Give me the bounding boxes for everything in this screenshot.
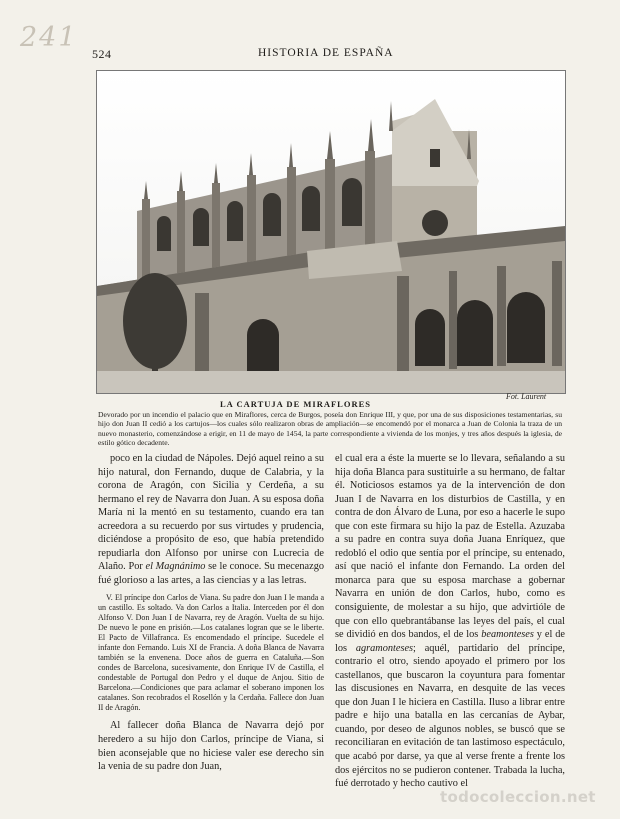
cartuja-photograph: [96, 70, 566, 394]
paragraph-text: ; aquél, partidario del príncipe, contrario el otro, siendo apoyado el primero por los castellanos, que buscaron la coyuntura para fomentar las discusiones en Navarra, en desquite de las veces que don Juan I le hiciera en Castilla. Iluso a librar entre padre e hijo una batalla en las cercanías de Aybar, cuando, por deseo de algunos nobles, se buscó que se reconciliaran en evitación de tan lastimoso espectáculo, que acabó por darse, ya que al verse frente a frente los dos ejércitos no se pudieron contener. Trabada la lucha, fué derrotado y hecho cautivo el: [335, 642, 565, 790]
paragraph-naples: [98, 452, 324, 587]
photo-credit: Fot. Laurent: [506, 392, 547, 401]
page-number: 524: [92, 47, 112, 61]
left-column: [98, 452, 324, 774]
italic-epithet: el Magnánimo: [145, 561, 206, 573]
paragraph-text: se le conoce. Su mecenazgo fué glorioso a las artes, a las ciencias y a las letras.: [98, 561, 324, 586]
photo-caption: Devorado por un incendio el palacio que en Miraflores, cerca de Burgos, poseía don Enrique III, y que, por una de sus disposiciones testamentarias, su hijo don Juan II cedió a los cartujos—los cuales sólo realizaron obras de ampliación—se encomendó por el monarca a Juan de Colonia la traza de un nuevo monasterio, comenzándose a erigir, en 11 de mayo de 1454, la parte correspondiente a vivienda de los monjes, y tres años después la iglesia, de estilo gótico decadente.: [98, 410, 562, 448]
paragraph-text: y el de los: [335, 629, 565, 654]
photo-title: LA CARTUJA DE MIRAFLORES: [220, 399, 371, 409]
watermark: todocoleccion.net: [440, 788, 596, 806]
paragraph-text: poco en la ciudad de Nápoles. Dejó aquel reino a su hijo natural, don Fernando, duque de Calabria, y la corona de Aragón, con Sicilia y Cerdeña, a su hermano el rey de Navarra don Juan. A su esposa doña María ni la mentó en su testamento, cuando era tan acreedora a su recuerdo por sus virtudes y prudencia, diciéndose a propósito de eso, que había pretendido repudiarla don Alfonso por unirse con Lucrecia de Alaño. Por: [98, 453, 324, 573]
italic-faction: agramonteses: [355, 642, 414, 654]
handwritten-number: 241: [20, 22, 78, 53]
monastery-illustration: [97, 71, 565, 393]
running-head: HISTORIA DE ESPAÑA: [258, 47, 394, 59]
right-column: [335, 452, 565, 791]
paragraph-text: el cual era a éste la muerte se lo llevara, señalando a su hija doña Blanca para sustituirle a su hermano, de faltar él. Noticiosos estamos ya de la intervención de don Juan I de Navarra en los disturbios de Castilla, y en contra de don Álvaro de Luna, por eso a hacerle le supo que con este firmara su hijo la paz de Estella. Azuzaba a su padre en contra suya doña Juana Enríquez, que redobló el odio que sentía por el príncipe, su entenado, así que nació el infante don Fernando. La orden del monarca para que su esposa marchase a gobernar Navarra en unión de don Carlos, hubo, como es consiguiente, de molestar a su hijo, que advirtióle de que con ello quebrantábanse las leyes del país, el cual se dividió en dos bandos, el de los: [335, 453, 565, 641]
italic-faction: beamonteses: [481, 629, 534, 641]
paragraph-blanca: Al fallecer doña Blanca de Navarra dejó por heredero a su hijo don Carlos, príncipe de Viana, si bien aconsejable que no hiciese valer ese derecho sin la venia de su padre don Juan,: [98, 720, 324, 773]
paragraph-continuation: [335, 452, 565, 791]
chapter-summary: V. El príncipe don Carlos de Viana. Su padre don Juan I le manda a un castillo. Es soltado. Va don Carlos a Italia. Interceden por él don Alfonso V. Don Juan I de Navarra, rey de Aragón. Vuelta de su hijo. De nuevo le pone en prisión.—Los catalanes logran que se le liberte. El Pacto de Villafranca. Es encomendado el príncipe. Sucedele el infante don Fernando. Luis XI de Francia. A doña Blanca de Navarra también se la envenena. Doce años de guerra en Cataluña.—Son condes de Barcelona, sucesivamente, don Enrique IV de Castilla, el condestable de Portugal don Pedro y el duque de Anjou. Sitio de Barcelona.—Condiciones que para aclamar el soberano imponen los catalanes. Son recobrados el Rosellón y la Cerdaña. Fallece don Juan II de Aragón.: [98, 593, 324, 713]
